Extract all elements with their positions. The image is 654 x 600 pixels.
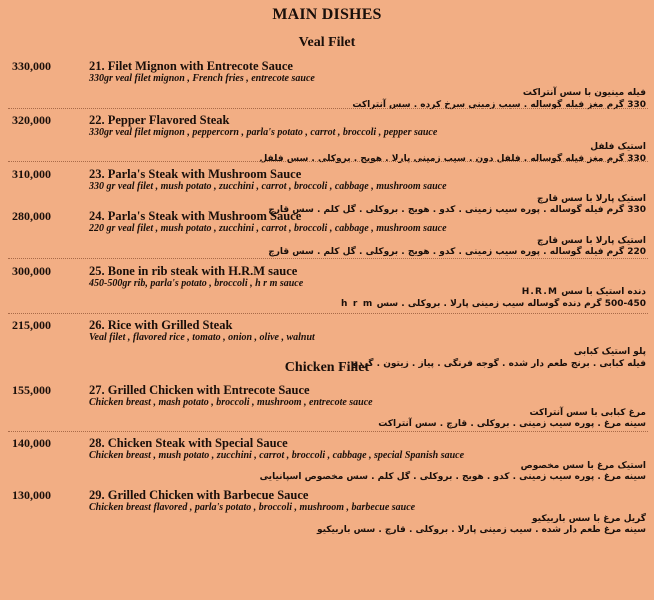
item-name: 23. Parla's Steak with Mushroom Sauce — [89, 167, 302, 181]
page-title: MAIN DISHES — [272, 6, 382, 23]
item-price: 280,000 — [12, 209, 51, 223]
item-name: 26. Rice with Grilled Steak — [89, 318, 233, 332]
item-persian-description: فیله کبابی . برنج طعم دار شده . گوجه فرنگی . پیاز . زیتون . گردو — [352, 359, 646, 369]
item-description: Chicken breast , mash potato , broccoli , mushroom , entrecote sauce — [89, 397, 373, 408]
item-persian-description: سینه مرغ طعم دار شده . سیب زمینی پارلا . بروکلی . قارچ . سس باربیکیو — [316, 525, 646, 535]
item-description: 330 gr veal filet , mush potato , zucchini , carrot , broccoli , cabbage , mushroom sauce — [89, 181, 447, 192]
item-persian-name: دنده استیک با سس H.R.M — [521, 287, 646, 297]
item-price: 140,000 — [12, 436, 51, 450]
section-title-chicken: Chicken Fillet — [284, 360, 370, 375]
item-persian-description: 220 گرم فیله گوساله . پوره سیب زمینی . کدو . هویج . بروکلی . گل کلم . سس قارچ — [268, 247, 646, 257]
item-persian-description: سینه مرغ . پوره سیب زمینی . بروکلی . قارچ . سس آنتراکت — [378, 419, 646, 429]
item-name: 28. Chicken Steak with Special Sauce — [89, 436, 288, 450]
item-name: 22. Pepper Flavored Steak — [89, 113, 230, 127]
item-description: Chicken breast , mush potato , zucchini , carrot , broccoli , cabbage , special Spanish sauce — [89, 450, 465, 461]
item-name: 25. Bone in rib steak with H.R.M sauce — [89, 264, 298, 278]
divider — [8, 108, 648, 109]
item-description: 220 gr veal filet , mush potato , zucchini , carrot , broccoli , cabbage , mushroom sauce — [89, 223, 447, 234]
item-persian-description: 330 گرم مغز فیله گوساله . فلفل دون . سیب زمینی پارلا . هویج . بروکلی . سس فلفل — [259, 154, 646, 164]
section-title-veal: Veal Filet — [298, 35, 356, 50]
item-persian-name: استیک پارلا با سس قارچ — [537, 236, 646, 246]
item-price: 155,000 — [12, 383, 51, 397]
item-persian-name: مرغ کبابی با سس آنتراکت — [529, 408, 646, 418]
item-price: 310,000 — [12, 167, 51, 181]
item-persian-name: استیک فلفل — [590, 142, 646, 152]
item-persian-name: فیله مینیون با سس آنتراکت — [522, 88, 646, 98]
item-description: Veal filet , flavored rice , tomato , onion , olive , walnut — [89, 332, 315, 343]
divider — [8, 258, 648, 259]
item-persian-description: 330 گرم فیله گوساله . پوره سیب زمینی . کدو . هویج . بروکلی . گل کلم . سس قارچ — [268, 205, 646, 215]
item-price: 130,000 — [12, 488, 51, 502]
item-persian-description: سینه مرغ . پوره سیب زمینی . کدو . هویج . بروکلی . گل کلم . سس مخصوص اسپانیایی — [259, 472, 646, 482]
item-name: 21. Filet Mignon with Entrecote Sauce — [89, 59, 293, 73]
item-description: 330gr veal filet mignon , peppercorn , parla's potato , carrot , broccoli , pepper sauce — [89, 127, 438, 138]
divider — [8, 313, 648, 314]
item-persian-description: 330 گرم مغز فیله گوساله . سیب زمینی سرخ کرده . سس آنتراکت — [352, 100, 646, 110]
item-persian-name: استیک پارلا با سس قارچ — [537, 194, 646, 204]
item-persian-name: گریل مرغ با سس باربیکیو — [532, 514, 646, 524]
divider — [8, 161, 648, 162]
item-persian-name: استیک مرغ با سس مخصوص — [520, 461, 646, 471]
item-name: 24. Parla's Steak with Mushroom Sauce — [89, 209, 302, 223]
item-name: 27. Grilled Chicken with Entrecote Sauce — [89, 383, 310, 397]
item-price: 215,000 — [12, 318, 51, 332]
divider — [8, 431, 648, 432]
item-name: 29. Grilled Chicken with Barbecue Sauce — [89, 488, 309, 502]
item-description: 330gr veal filet mignon , French fries , entrecote sauce — [89, 73, 315, 84]
item-persian-name: پلو استیک کبابی — [573, 347, 646, 357]
item-description: 450-500gr rib, parla's potato , broccoli , h r m sauce — [89, 278, 304, 289]
item-description: Chicken breast flavored , parla's potato , broccoli , mushroom , barbecue sauce — [89, 502, 416, 513]
item-persian-description: 500-450 گرم دنده گوساله سیب زمینی پارلا . بروکلی . سس h r m — [340, 299, 646, 309]
item-price: 320,000 — [12, 113, 51, 127]
item-price: 300,000 — [12, 264, 51, 278]
item-price: 330,000 — [12, 59, 51, 73]
